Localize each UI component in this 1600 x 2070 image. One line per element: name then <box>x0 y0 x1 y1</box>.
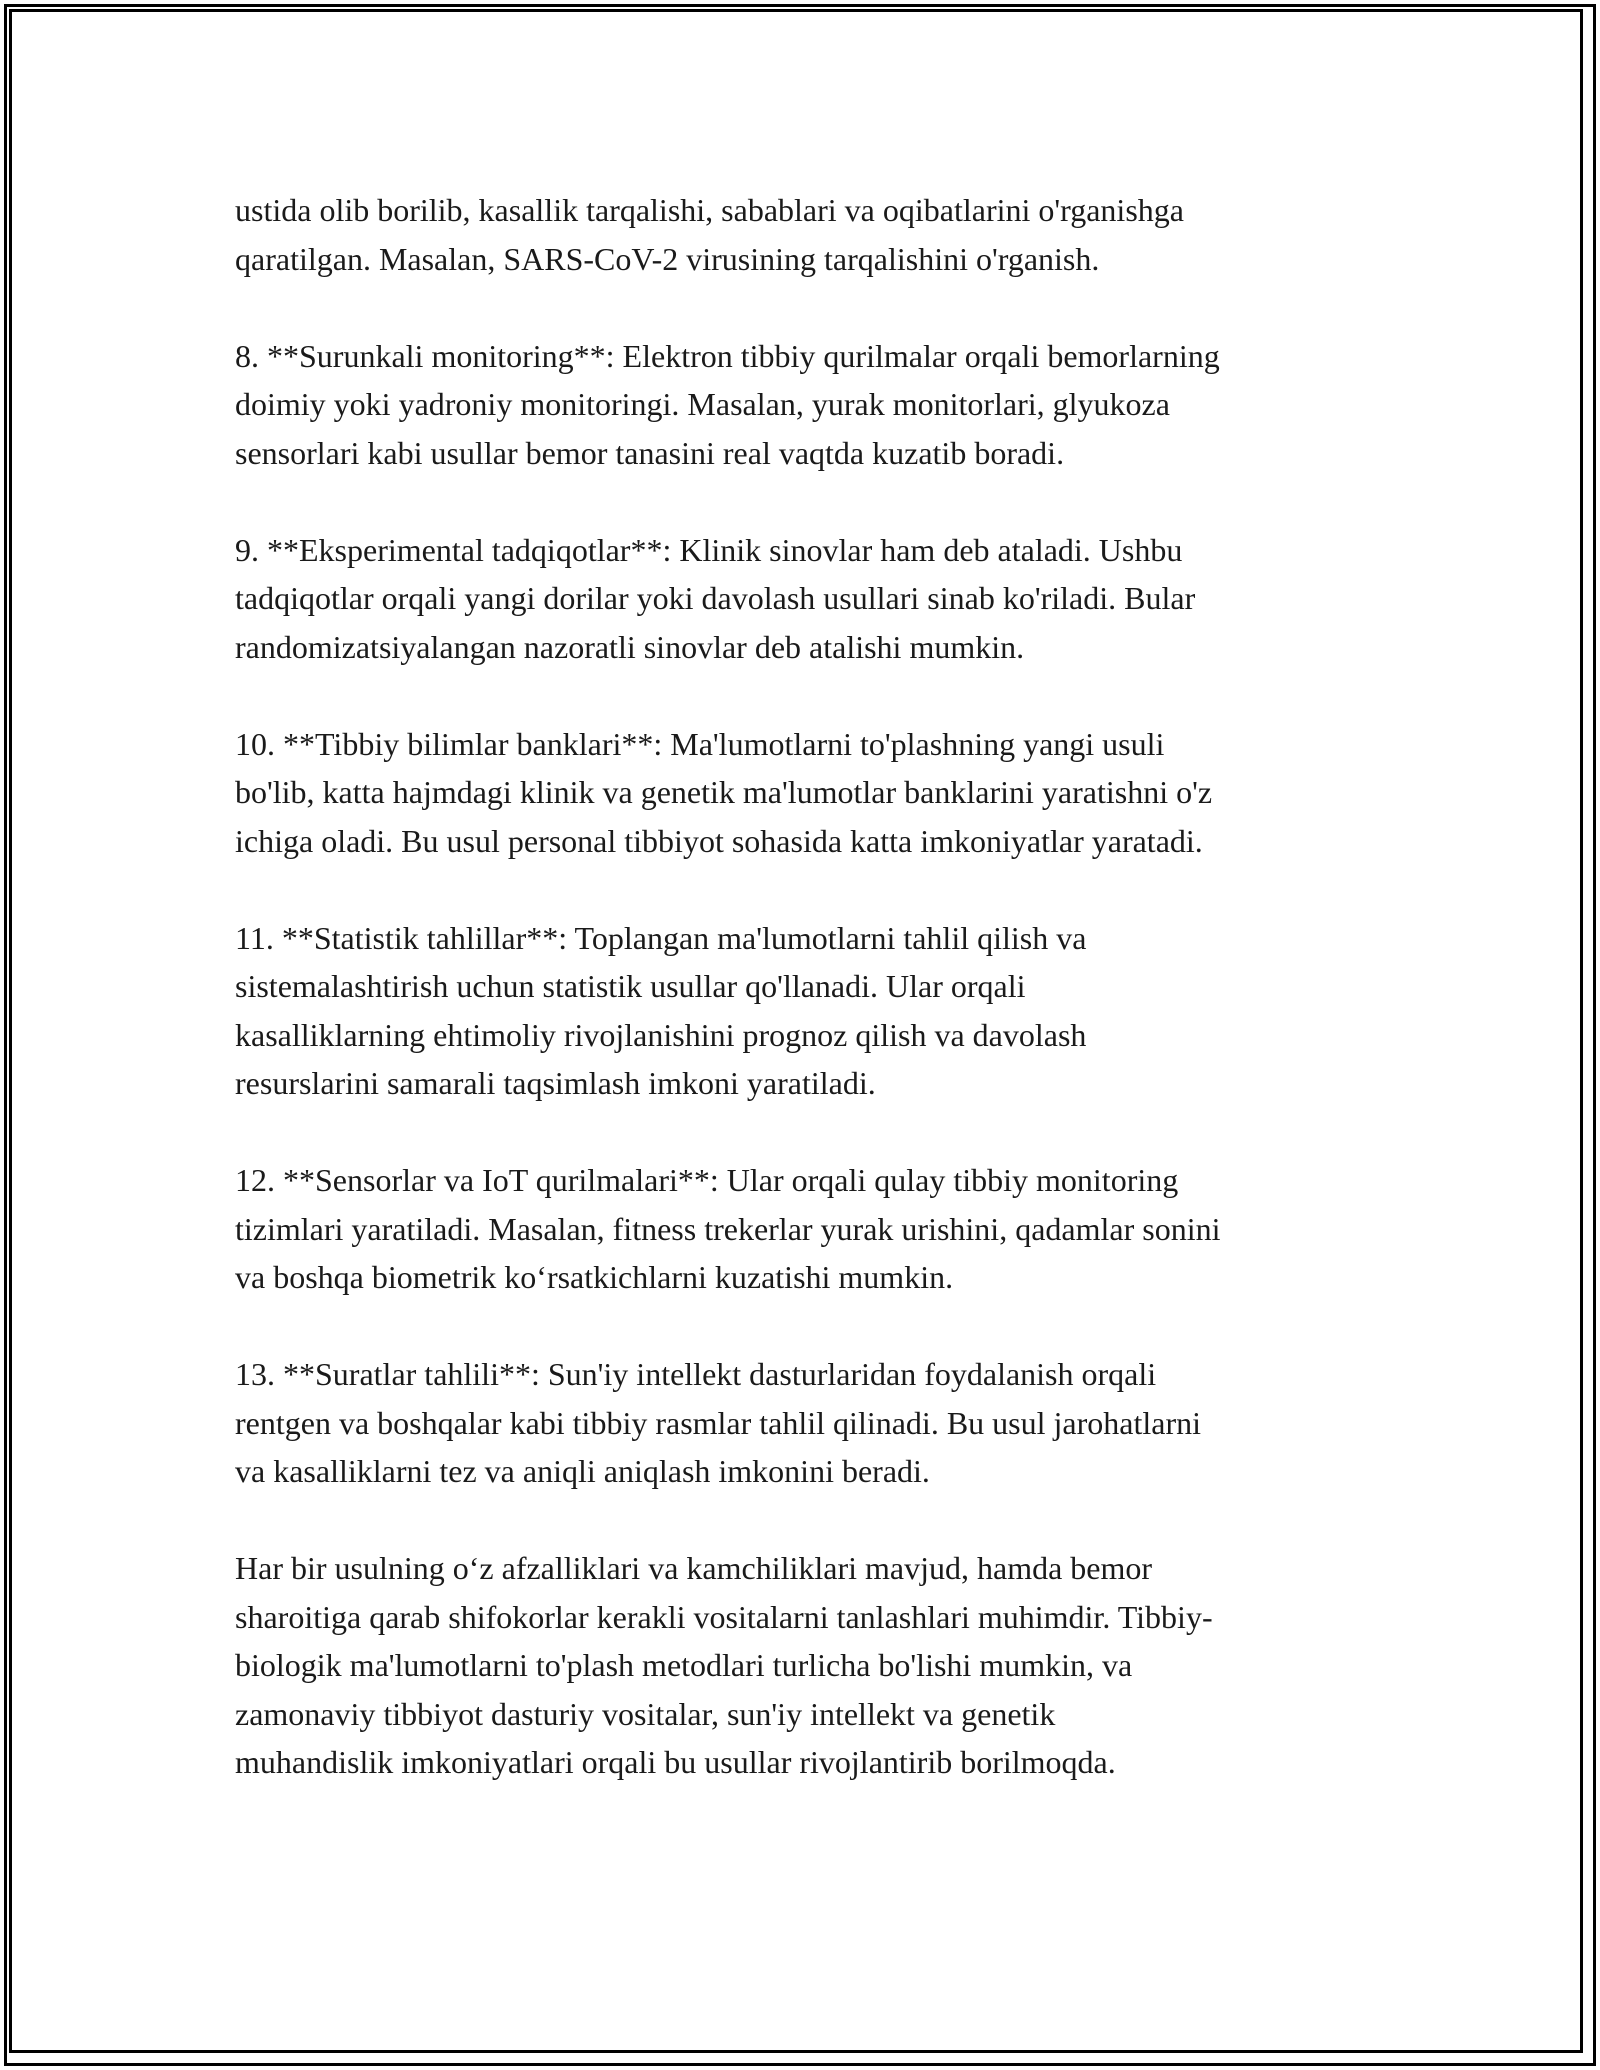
paragraph-medical-knowledge-banks: 10. **Tibbiy bilimlar banklari**: Ma'lumotlarni to'plashning yangi usuli bo'lib, katta hajmdagi klinik va genetik ma'lumotlar banklarini yaratishni o'z ichiga oladi. Bu usul personal tibbiyot sohasida katta imkoniyatlar yaratadi. <box>235 725 1213 859</box>
paragraph-statistical-analysis: 11. **Statistik tahlillar**: Toplangan ma'lumotlarni tahlil qilish va sistemalashtirish uchun statistik usullar qo'llanadi. Ular orqali kasalliklarning ehtimoliy rivojlanishini prognoz qilish va davolash resurslarini samarali taqsimlash imkoni yaratiladi. <box>235 919 1087 1101</box>
paragraph-conclusion: Har bir usulning o‘z afzalliklari va kamchiliklari mavjud, hamda bemor sharoitiga qarab shifokorlar kerakli vositalarni tanlashlari muhimdir. Tibbiy- biologik ma'lumotlarni to'plash metodlari turlicha bo'lishi mumkin, va zamonaviy tibbiyot dasturiy vositalar, sun'iy intellekt va genetik muhandislik imkoniyatlari orqali bu usullar rivojlantirib borilmoqda. <box>235 1550 1213 1780</box>
document-body <box>235 186 1375 1835</box>
paragraph-epidemiological-continuation: ustida olib borilib, kasallik tarqalishi, sabablari va oqibatlarini o'rganishga qaratilgan. Masalan, SARS-CoV-2 virusining tarqalishini o'rganish. <box>235 192 1184 277</box>
paragraph-sensors-iot: 12. **Sensorlar va IoT qurilmalari**: Ular orqali qulay tibbiy monitoring tizimlari yaratiladi. Masalan, fitness trekerlar yurak urishini, qadamlar sonini va boshqa biometrik ko‘rsatkichlarni kuzatishi mumkin. <box>235 1162 1221 1295</box>
paragraph-image-analysis: 13. **Suratlar tahlili**: Sun'iy intellekt dasturlaridan foydalanish orqali rentgen va boshqalar kabi tibbiy rasmlar tahlil qilinadi. Bu usul jarohatlarni va kasalliklarni tez va aniqli aniqlash imkonini beradi. <box>235 1356 1201 1489</box>
paragraph-chronic-monitoring: 8. **Surunkali monitoring**: Elektron tibbiy qurilmalar orqali bemorlarning doimiy yoki yadroniy monitoringi. Masalan, yurak monitorlari, glyukoza sensorlari kabi usullar bemor tanasini real vaqtda kuzatib boradi. <box>235 337 1220 471</box>
paragraph-experimental-research: 9. **Eksperimental tadqiqotlar**: Klinik sinovlar ham deb ataladi. Ushbu tadqiqotlar orqali yangi dorilar yoki davolash usullari sinab ko'riladi. Bular randomizatsiyalangan nazoratli sinovlar deb atalishi mumkin. <box>235 531 1196 665</box>
